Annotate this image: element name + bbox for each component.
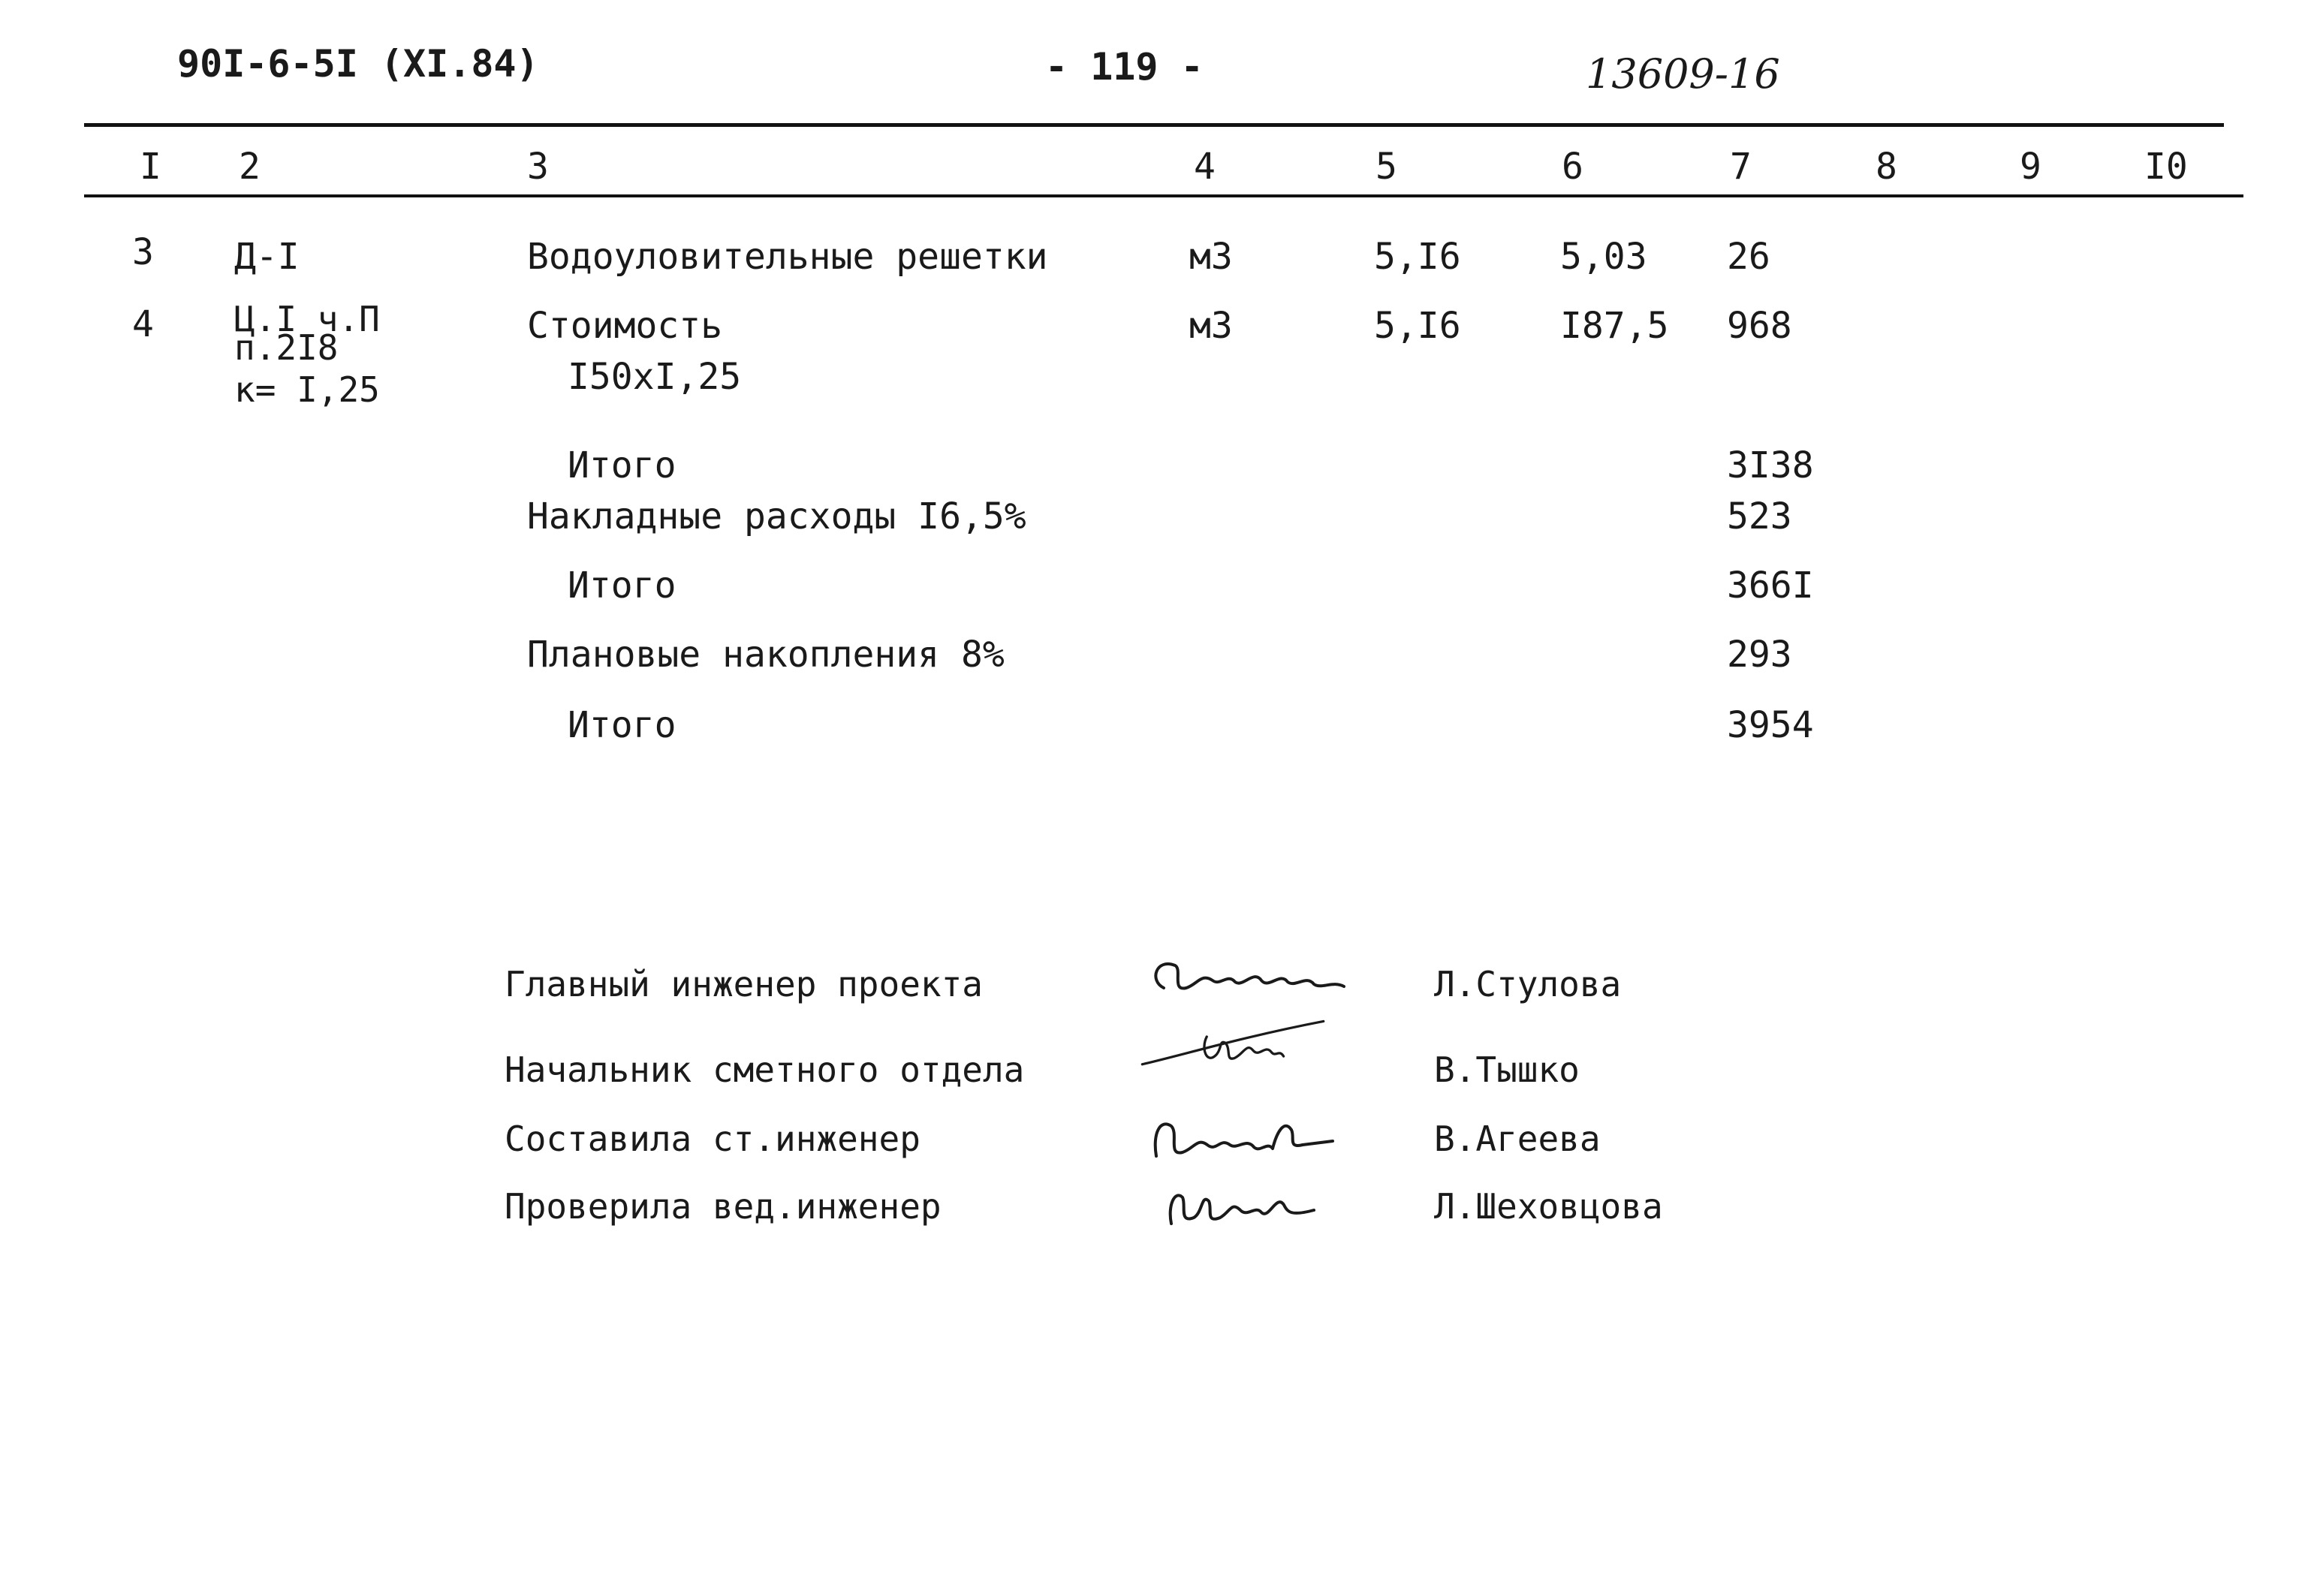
signatory-role: Составила ст.инженер [505, 1119, 920, 1159]
handwritten-signature [1156, 1171, 1381, 1239]
signatory-name: Л.Стулова [1434, 964, 1622, 1004]
grand-total-value: 3954 [1727, 704, 1814, 746]
handwritten-signature [1141, 1104, 1366, 1171]
table-row-number: 3 [132, 231, 154, 273]
table-row-number: 4 [132, 303, 154, 345]
signatory-role: Проверила вед.инженер [505, 1186, 942, 1227]
inventory-number: 13609-16 [1586, 50, 1780, 98]
table-cell-description-formula: I50xI,25 [568, 356, 742, 398]
column-number: 2 [239, 146, 261, 188]
table-cell-unit-price: 5,03 [1560, 236, 1647, 278]
table-cell-quantity: 5,I6 [1374, 236, 1461, 278]
total-value: 366I [1727, 565, 1814, 607]
column-number: 3 [527, 146, 549, 188]
planned-savings-value: 293 [1727, 634, 1792, 676]
header-rule-bottom [84, 194, 2243, 197]
table-cell-total: 26 [1727, 236, 1770, 278]
handwritten-signature [1119, 1006, 1344, 1074]
document-code: 90I-6-5I (XI.84) [177, 42, 539, 86]
signatory-role: Главный инженер проекта [505, 964, 983, 1004]
header-rule-top [84, 123, 2224, 127]
table-cell-reference-line: Ц.I ч.П [234, 299, 380, 339]
total-label: Итого [568, 444, 676, 486]
grand-total-label: Итого [568, 704, 676, 746]
signatory-name: В.Агеева [1434, 1119, 1601, 1159]
column-number: 8 [1876, 146, 1897, 188]
column-number: I [140, 146, 161, 188]
column-number: 9 [2020, 146, 2041, 188]
signatory-role: Начальник сметного отдела [505, 1049, 1025, 1090]
table-cell-quantity: 5,I6 [1374, 305, 1461, 347]
table-cell-unit: м3 [1189, 305, 1233, 347]
column-number: 4 [1194, 146, 1216, 188]
column-number: 6 [1562, 146, 1583, 188]
planned-savings-label: Плановые накопления 8% [527, 634, 1005, 676]
table-cell-description: Водоуловительные решетки [527, 236, 1048, 278]
handwritten-signature [1141, 943, 1366, 1010]
table-cell-unit-price: I87,5 [1560, 305, 1669, 347]
table-cell-description: Стоимость [527, 305, 723, 347]
table-cell-total: 968 [1727, 305, 1792, 347]
table-cell-reference-line: к= I,25 [234, 369, 380, 410]
overhead-label: Накладные расходы I6,5% [527, 495, 1026, 538]
table-cell-reference-line: п.2I8 [234, 327, 339, 368]
column-number: 7 [1730, 146, 1752, 188]
total-value: 3I38 [1727, 444, 1814, 486]
page-number: - 119 - [1045, 45, 1204, 89]
signatory-name: В.Тышко [1434, 1049, 1580, 1090]
total-label: Итого [568, 565, 676, 607]
signatory-name: Л.Шеховцова [1434, 1186, 1663, 1227]
column-number: 5 [1375, 146, 1397, 188]
column-number: I0 [2144, 146, 2188, 188]
table-cell-unit: м3 [1189, 236, 1233, 278]
table-cell-reference: Д-I [234, 236, 300, 278]
overhead-value: 523 [1727, 495, 1792, 538]
